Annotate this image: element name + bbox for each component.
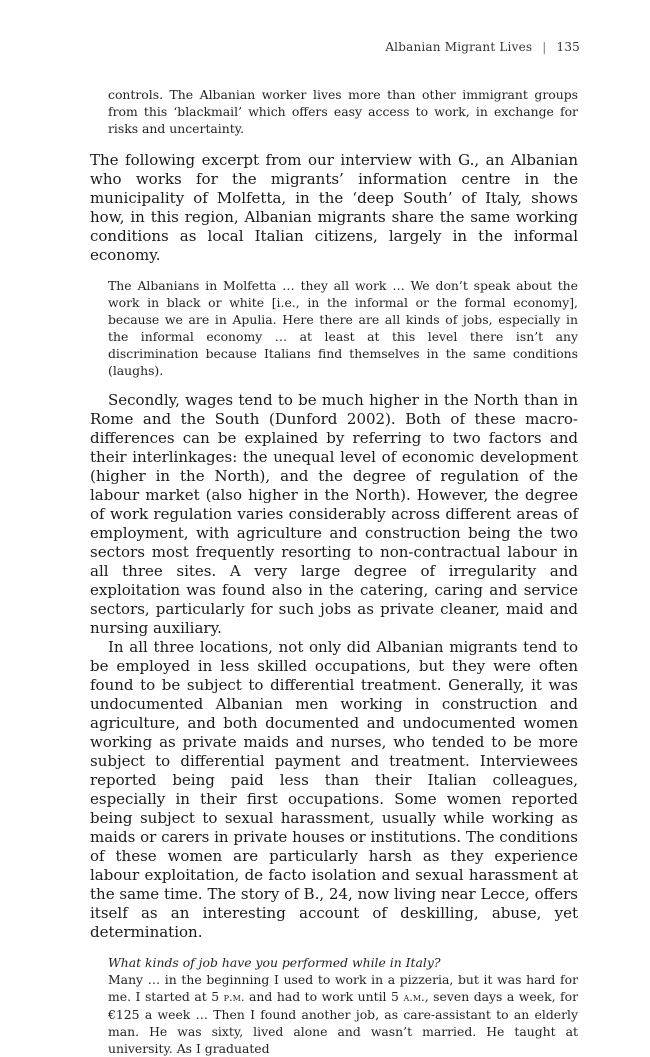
block-quote-top-text: controls. The Albanian worker lives more than other immigrant groups from this ‘blackmail’ which offers easy access to work, in exchange for risks and uncertainty. — [108, 87, 578, 136]
time-pm: p.m. — [223, 990, 245, 1004]
paragraph-1: The following excerpt from our interview with G., an Albanian who works for the migrants’ information centre in the municipality of Molfetta, in the ‘deep South’ of Italy, shows how, in this region, Albanian migrants share the same working conditions as local Italian citizens, largely in the informal economy. — [90, 151, 578, 264]
block-quote-top — [108, 86, 578, 137]
paragraph-3: In all three locations, not only did Albanian migrants tend to be employed in less skilled occupations, but they were often found to be subject to differential treatment. Generally, it was undocumented Albanian men working in construction and agriculture, and both documented and undocumented women working as private maids and nurses, who tended to be more subject to differential payment and treatment. Interviewees reported being paid less than their Italian colleagues, especially in their first occupations. Some women reported being subject to sexual harassment, usually while working as maids or carers in private houses or institutions. The conditions of these women are particularly harsh as they experience labour exploitation, de facto isolation and sexual harassment at the same time. The story of B., 24, now living near Lecce, offers itself as an interesting account of deskilling, abuse, yet determination. — [90, 638, 578, 941]
page-number: 135 — [556, 40, 580, 54]
header-separator: | — [542, 40, 547, 54]
interview-answer — [108, 971, 578, 1057]
running-header — [385, 40, 580, 54]
running-title: Albanian Migrant Lives — [385, 40, 533, 54]
block-quote-middle — [108, 277, 578, 379]
interview-question: What kinds of job have you performed while in Italy? — [108, 955, 441, 970]
page-content — [90, 86, 578, 1057]
interview-answer-part-3: , seven days a week, for €125 a week … Then I found another job, as care-assistant to an elderly man. He was sixty, lived alone and wasn’t married. He taught at university. As I graduated — [108, 989, 578, 1056]
block-quote-middle-text: The Albanians in Molfetta … they all work … We don’t speak about the work in black or white [i.e., in the informal or the formal economy], because we are in Apulia. Here there are all kinds of jobs, especially in the informal economy … at least at this level there isn’t any discrimination because Italians find themselves in the same conditions (laughs). — [108, 278, 578, 378]
interview-answer-part-1: Many … in the beginning I used to work in a pizzeria, but it was hard for me. I started at 5 — [108, 972, 578, 1004]
paragraph-2: Secondly, wages tend to be much higher in the North than in Rome and the South (Dunford 2002). Both of these macro-differences can be explained by referring to two factors and their interlinkages: the unequal level of economic development (higher in the North), and the degree of regulation of the labour market (also higher in the North). However, the degree of work regulation varies considerably across different areas of employment, with agriculture and construction being the two sectors most frequently resorting to non-contractual labour in all three sites. A very large degree of irregularity and exploitation was found also in the catering, caring and service sectors, particularly for such jobs as private cleaner, maid and nursing auxiliary. — [90, 391, 578, 637]
time-am: a.m. — [403, 990, 425, 1004]
block-quote-interview — [108, 954, 578, 1057]
interview-answer-part-2: and had to work until 5 — [244, 989, 404, 1004]
